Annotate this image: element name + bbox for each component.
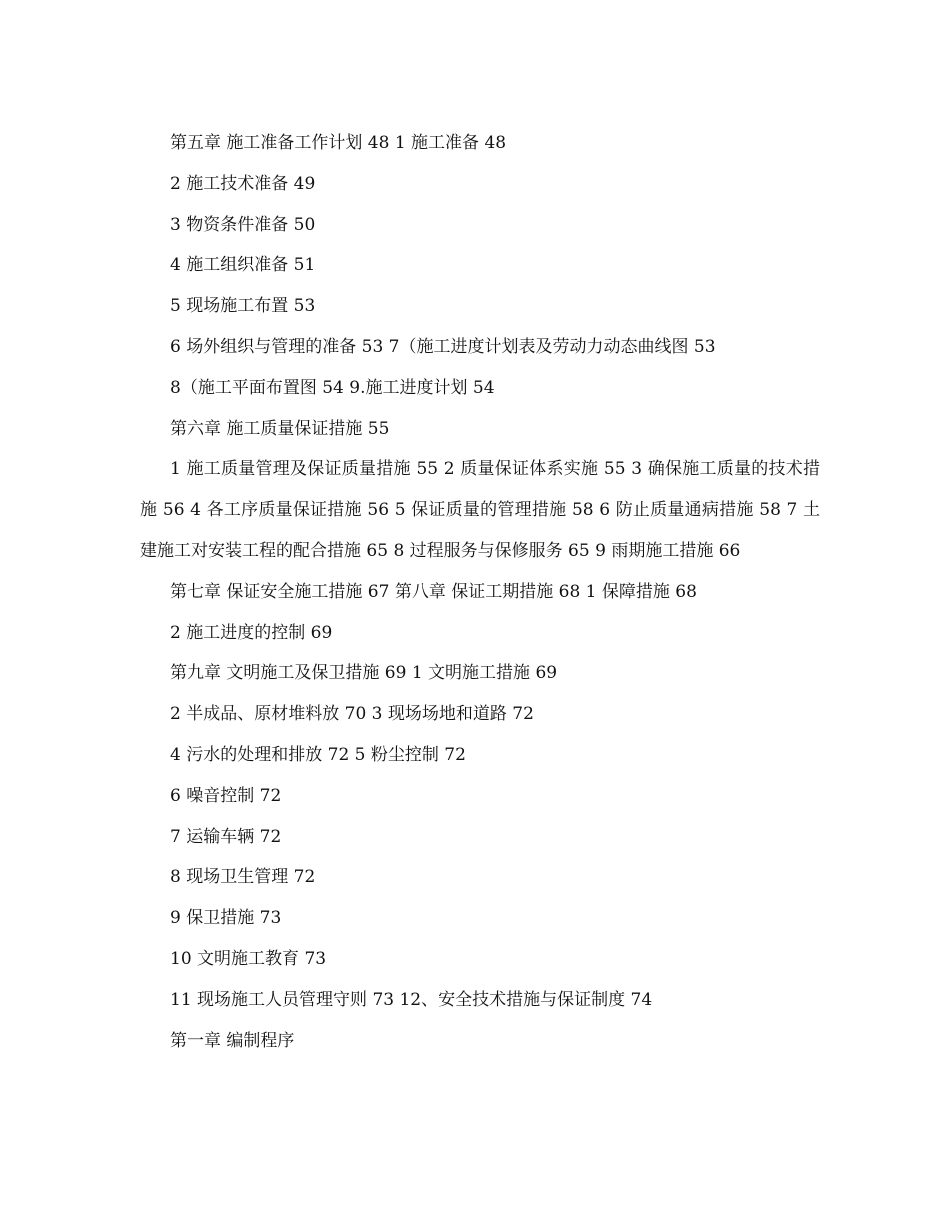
toc-line: 11 现场施工人员管理守则 73 12、安全技术措施与保证制度 74 bbox=[170, 989, 653, 1010]
toc-line: 7 运输车辆 72 bbox=[170, 826, 282, 847]
toc-line: 2 施工技术准备 49 bbox=[170, 173, 316, 194]
toc-line: 2 半成品、原材堆料放 70 3 现场场地和道路 72 bbox=[170, 704, 534, 725]
toc-line: 2 施工进度的控制 69 bbox=[170, 622, 333, 643]
toc-line: 第六章 施工质量保证措施 55 bbox=[170, 418, 390, 439]
toc-line: 8 现场卫生管理 72 bbox=[170, 867, 316, 888]
toc-line: 4 施工组织准备 51 bbox=[170, 255, 316, 276]
toc-line: 8（施工平面布置图 54 9.施工进度计划 54 bbox=[170, 377, 495, 398]
toc-paragraph: 1 施工质量管理及保证质量措施 55 2 质量保证体系实施 55 3 确保施工质量的技术措施 56 4 各工序质量保证措施 56 5 保证质量的管理措施 58 6 防止质量通病措施 58 7 土建施工对安装工程的配合措施 65 8 过程服务与保修服务 65 9 雨期施工措施 66 bbox=[140, 459, 820, 561]
table-of-contents bbox=[140, 123, 820, 1061]
toc-line: 第一章 编制程序 bbox=[170, 1030, 295, 1051]
toc-line: 4 污水的处理和排放 72 5 粉尘控制 72 bbox=[170, 744, 466, 765]
toc-line: 5 现场施工布置 53 bbox=[170, 296, 316, 317]
toc-line: 6 噪音控制 72 bbox=[170, 785, 282, 806]
toc-line: 9 保卫措施 73 bbox=[170, 908, 282, 929]
toc-line: 第五章 施工准备工作计划 48 1 施工准备 48 bbox=[170, 133, 507, 153]
toc-line: 10 文明施工教育 73 bbox=[170, 948, 327, 969]
toc-line: 3 物资条件准备 50 bbox=[170, 214, 316, 235]
toc-line: 第七章 保证安全施工措施 67 第八章 保证工期措施 68 1 保障措施 68 bbox=[170, 581, 697, 602]
toc-line: 6 场外组织与管理的准备 53 7（施工进度计划表及劳动力动态曲线图 53 bbox=[170, 336, 716, 357]
toc-line: 第九章 文明施工及保卫措施 69 1 文明施工措施 69 bbox=[170, 663, 558, 684]
